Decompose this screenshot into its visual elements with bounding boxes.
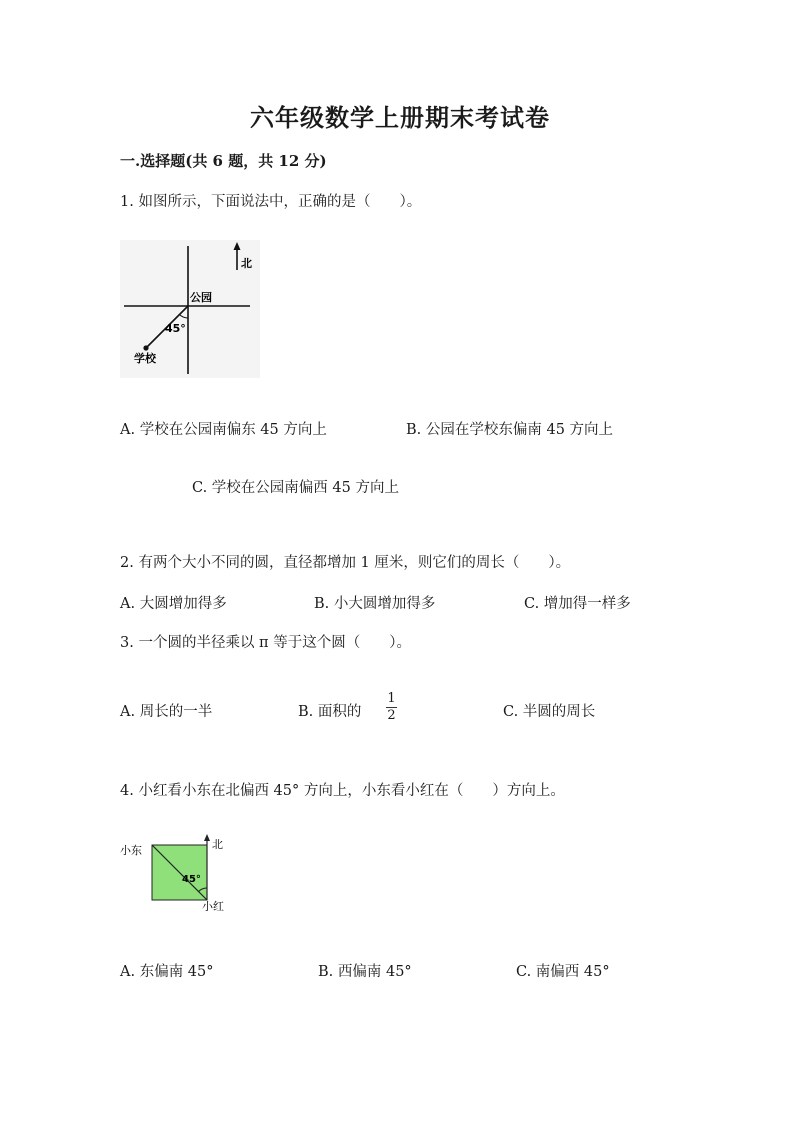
q1-option-b[interactable]: B. 公园在学校东偏南 45 方向上: [406, 422, 614, 438]
page-title: 六年级数学上册期末考试卷: [250, 103, 550, 132]
xiaohong-label: 小红: [202, 900, 224, 913]
q4-option-c[interactable]: C. 南偏西 45°: [516, 964, 610, 980]
q3-option-a[interactable]: A. 周长的一半: [120, 704, 213, 720]
question-1-direction-figure: [120, 240, 260, 378]
angle-label: 45°: [182, 874, 201, 885]
q4-option-b[interactable]: B. 西偏南 45°: [318, 964, 412, 980]
north-label: 北: [241, 257, 252, 270]
q3-option-c[interactable]: C. 半圆的周长: [503, 704, 596, 720]
north-label: 北: [212, 838, 223, 851]
angle-label: 45°: [165, 322, 186, 335]
question-4-stem: 4. 小红看小东在北偏西 45° 方向上，小东看小红在（ ）方向上。: [120, 783, 565, 799]
question-1-stem: 1. 如图所示，下面说法中，正确的是（ ）。: [120, 194, 422, 210]
q2-option-c[interactable]: C. 增加得一样多: [524, 596, 631, 612]
xiaodong-label: 小东: [120, 844, 142, 857]
question-2-stem: 2. 有两个大小不同的圆，直径都增加 1 厘米，则它们的周长（ ）。: [120, 555, 571, 571]
one-half-fraction: [386, 692, 397, 723]
q4-option-a[interactable]: A. 东偏南 45°: [120, 964, 214, 980]
school-point: [143, 345, 148, 350]
q1-option-a[interactable]: A. 学校在公园南偏东 45 方向上: [120, 422, 327, 438]
question-4-square-figure: [120, 830, 240, 916]
question-3-stem: 3. 一个圆的半径乘以 π 等于这个圆（ ）。: [120, 635, 411, 651]
section-heading: 一.选择题(共 6 题，共 12 分): [120, 152, 327, 170]
school-label: 学校: [134, 352, 156, 365]
fraction-numerator: 1: [387, 691, 396, 706]
q3-option-b[interactable]: B. 面积的: [298, 704, 362, 720]
north-arrowhead-icon: [204, 834, 210, 841]
fraction-denominator: 2: [387, 708, 396, 723]
park-label: 公园: [190, 291, 212, 304]
q2-option-a[interactable]: A. 大圆增加得多: [120, 596, 227, 612]
q2-option-b[interactable]: B. 小大圆增加得多: [314, 596, 436, 612]
q1-option-c[interactable]: C. 学校在公园南偏西 45 方向上: [192, 480, 399, 496]
